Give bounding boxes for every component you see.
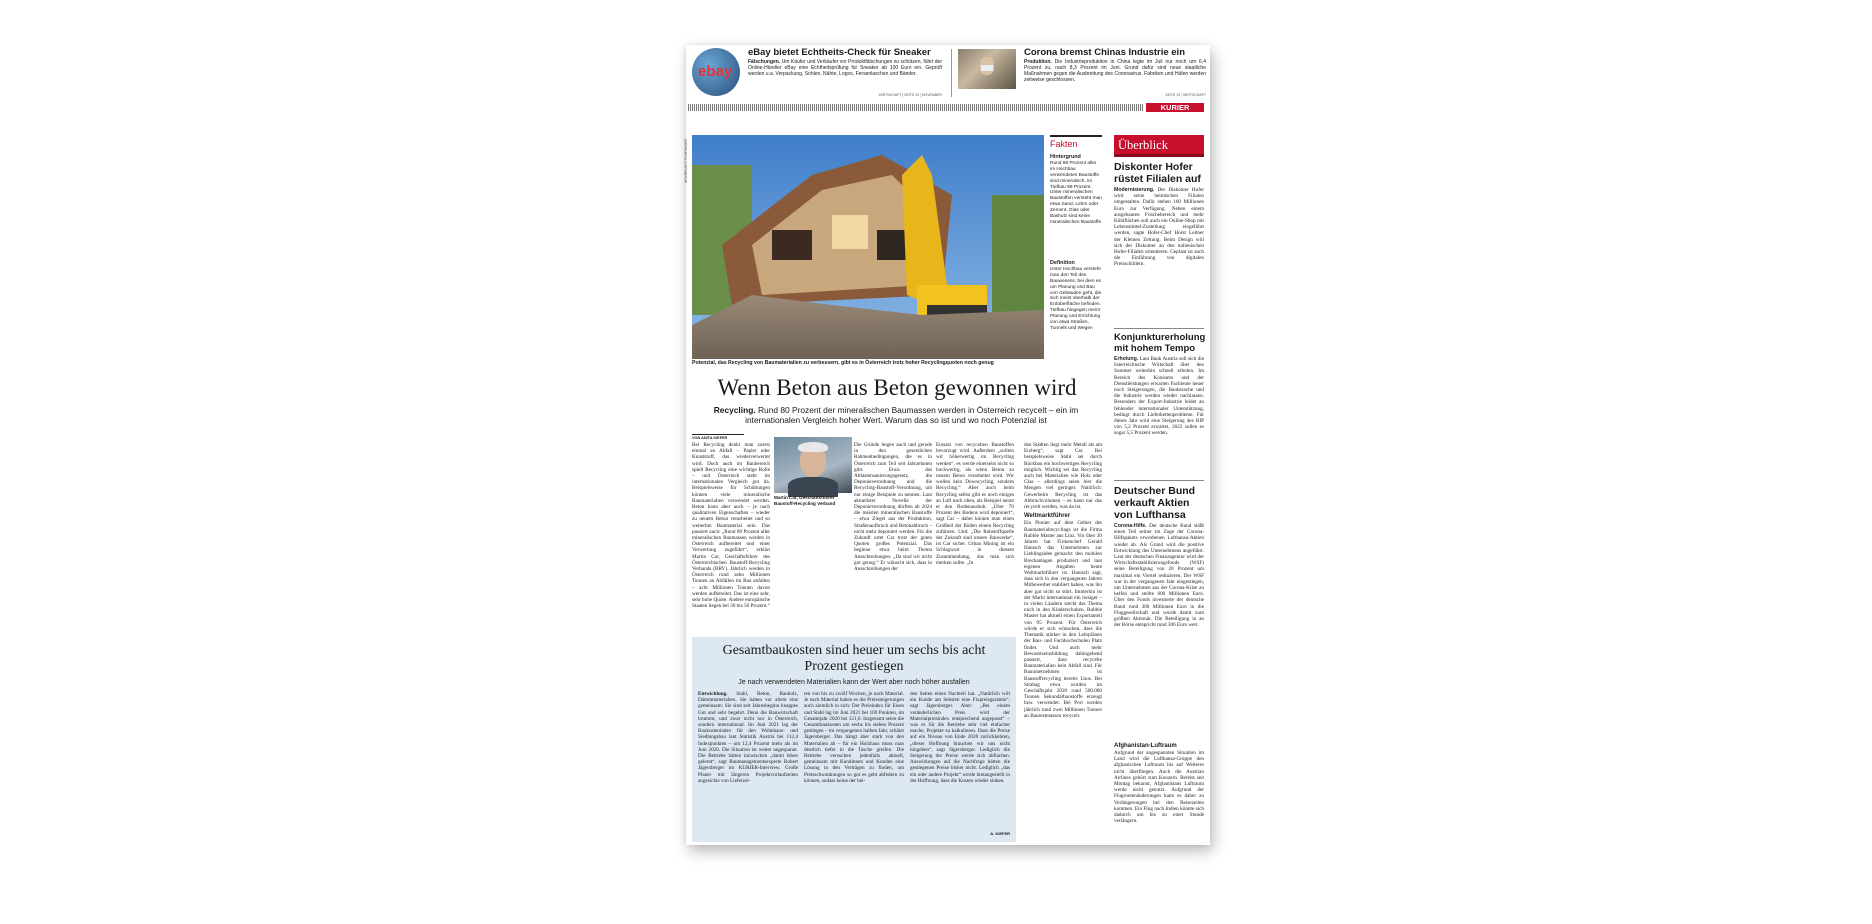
- ueberblick-item[interactable]: [1114, 332, 1204, 437]
- fakten-rule: [1050, 135, 1102, 137]
- teaser-tag: WIRTSCHAFT | SEITE 24 | NOVEMBER: [878, 93, 942, 97]
- ueberblick-item[interactable]: [1114, 743, 1204, 824]
- box-signature: A. KIEFER: [990, 831, 1010, 836]
- section-bar: [688, 104, 1144, 111]
- ueberblick-item[interactable]: [1114, 161, 1204, 268]
- item-title: Diskonter Hofer rüstet Filialen auf: [1114, 161, 1201, 185]
- teaser-title: Corona bremst Chinas Industrie ein: [1024, 47, 1185, 58]
- ebay-logo-text: ebay: [698, 63, 733, 80]
- photo-caption: Potenzial, das Recycling von Baumaterialien zu verbessern, gibt es in Österreich trotz hoher Recyclingquoten noch genug: [692, 360, 994, 366]
- article-headline: Wenn Beton aus Beton gewonnen wird: [717, 375, 1077, 400]
- divider: [1114, 328, 1204, 329]
- teaser-text: Produktion. Die Industrieproduktion in China legte im Juli nur noch um 6,4 Prozent zu, nach 8,3 Prozent im Juni. Grund dafür sind neue staatliche Maßnahmen gegen die Ausbreitung des Coronavirus. Fabriken und Häfen werden zeitweise geschlossen.: [1024, 59, 1207, 83]
- item-text: Modernisierung. Der Diskonter Hofer wird seine heimischen Filialen umgestalten. Dafür stehen 160 Millionen Euro zur Verfügung. Neben einem ausgebauten Frischebereich und mehr Kühlflächen soll auch ein Online-Shop mit Lebensmittel-Zustellung eingeführt werden, sagte Hofer-Chef Horst Leitner der Kleinen Zeitung. Beim Design will sich der Diskonter an den italienischen Hofer-Filialen orientieren. Geplant ist auch die Einführung von digitalen Preisschildern.: [1114, 187, 1204, 268]
- ueberblick-item[interactable]: [1114, 485, 1204, 628]
- china-photo: [958, 49, 1016, 89]
- teaser-tag: SEITE 12 | WIRTSCHAFT: [1165, 93, 1206, 97]
- teaser-china[interactable]: [958, 45, 1206, 101]
- item-text: Aufgrund der angespannten Situation im Land wird die Lufthansa-Gruppe den afghanischen Luftraum bis auf Weiteres nicht überfliegen. Auch die Austrian Airlines gehört zum Konzern. Bereits seit Montag bekannt, Afghanistans Luftraum werde nicht genutzt. Aufgrund der Flugroutenänderungen kann es daher zu Verlängerungen bei den Reisezeiten kommen. Ein Flug nach Indien könnte sich dadurch um bis zu einer Stunde verlängern.: [1114, 750, 1204, 825]
- subheading: Weltmarktführer: [1024, 513, 1071, 520]
- item-text: Erholung. Laut Bank Austria soll sich die österreichische Wirtschaft über den Sommer weiterhin schnell erholen. Im Bereich des Konsums und der Dienstleistungen erwarten Fachleute heuer noch Steigerungen, die Bauberache und die Industrie werden wieder nachlassen. Besonders der Export-Industrie leidet an fehlender internationaler Unterstützung, bedingt durch Lieferkettenprobleme. Für dieses Jahr wird eine Steigerung des BIP von 5,2 Prozent erwartet, 2022 sollen es sogar 5,5 Prozent werden.: [1114, 356, 1204, 437]
- teaser-divider: [951, 49, 952, 97]
- box-deck: Je nach verwendeten Materialien kann der Wert aber noch höher ausfallen: [738, 679, 970, 686]
- divider: [1114, 480, 1204, 481]
- portrait-photo: [774, 437, 852, 493]
- teaser-title: eBay bietet Echtheits-Check für Sneaker: [748, 47, 931, 58]
- article-column-2: Die Gründe liegen auch und gerade in den gesetzlichen Rahmenbedingungen, die es in Österreich zum Teil seit Jahrzehnten gibt. Etwa das Altlastensanierungsgesetz, die Deponieverordnung und die Recycling-Baustoff-Verordnung, um nur einige Beispiele zu nennen. Laut aktuellster Novelle der Deponieverordnung dürften ab 2024 die meisten mineralischen Baustoffe – etwa Ziegel aus der Produktion, Straßenaufbruch und Betonabbruch – nicht mehr deponiert werden. Für die Zukunft ortet Car trotz der guten Quoten großes Potenzial. Das beginne etwa beim Thema Ausschreibungen: „Da sind wir nicht gut genug.“ Er wünscht sich, dass in Ausschreibungen der: [854, 442, 932, 573]
- box-column-2: ten von bis zu zwölf Wochen, je nach Material. Je nach Material haben es die Preissteigerungen auch ziemlich in sich: Der Preisindex für Eisen und Stahl lag im Juni 2021 bei 169 Punkten, im Gesamtjahr 2020 bei 121,6. Insgesamt seien die Gesamtbaukosten um sechs bis sieben Prozent gestiegen – im vergangenen halben Jahr, schätzt Jägersberger. Das hängt aber stark von den Materialien ab – für ein Holzhaus muss man deutlich tiefer in die Tasche greifen. Die Betriebe versuchen jedenfalls aktuell, gemeinsam mit Kundinnen und Kunden eine Lösung in den Verträgen zu finden, um Preisschwankungen so gut es geht abfedern zu können, sodass keine der bei-: [804, 691, 904, 784]
- byline: VON ANITA KIEFER: [692, 434, 744, 440]
- ebay-logo-image: [692, 48, 740, 96]
- newspaper-page: [686, 45, 1210, 845]
- article-column-1: Bei Recycling denkt man zuerst einmal an Abfall – Papier oder Kunststoff, das wiederverwertet wird. Doch auch im Baubereich spielt Recycling eine wichtige Rolle – und Österreich steht im internationalen Vergleich gut da. Beispielsweise für Schüttungen können viele mineralische Baumaterialien verwendet werden. Beton kann aber auch – je nach qualitativen Eigenschaften – wieder zu neuem Beton verarbeitet und so weiterhin Baumaterial sein. Das passiert auch: „Rund 80 Prozent aller mineralischen Baumassen werden in Österreich aufbereitet und einer Verwertung zugeführt“, erklärt Martin Car, Geschäftsführer des Österreichischen Baustoff-Recycling Verbands (BRV). Jährlich werden in Österreich rund zehn Millionen Tonnen an Abfällen im Bau anfallen – acht Millionen Tonnen davon werden aufbereitet. Das ist eine sehr, sehr hohe Quote. Andere europäische Staaten liegen bei 30 bis 50 Prozent.“: [692, 442, 770, 610]
- portrait-caption: Martin Car, Geschäftsführer Baustoff-Recycling Verband: [774, 495, 836, 506]
- article-column-3: Einsatz von recycelten Baustoffen bevorzugt wird. Außerdem „sollten wir höherwertig im Recycling werden“, es werde einerseits nicht so hochwertig, als wenn Beton zu neuem Beton verarbeitet wird. Wir wollen kein Downcycling, sondern Recycling.“ Aber auch beim Recycling selbst gibt es noch einiges an Luft nach oben, als Beispiel nennt er den Bodenaushub. „Über 70 Prozent des Bodens wird deponiert“, sagt Car – dabei könnte man einen Großteil der Böden einem Recycling zuführen. Und: „Die Rohstoffquelle der Zukunft sind unsere Bauwerke“, ist Car sicher. Urban Mining ist ein Schlagwort in diesem Zusammenhang, das man sich merken sollte. „In: [936, 442, 1014, 566]
- brand-label: KURIER: [1146, 103, 1204, 112]
- item-title: Deutscher Bund verkauft Aktien von Lufthansa: [1114, 485, 1196, 521]
- demolition-photo: [692, 135, 1044, 359]
- article-column-4: den Städten liegt mehr Metall als am Erzberg“, sagt Car. Bei beispielsweise Stahl sei durch Rückbau ein hochwertiges Recycling möglich. Wichtig sei das Recycling auch bei Materialien wie Holz oder Glas – allerdings seien hier die Mengen viel geringer. Natürlich: Gewerbeim Recycling ist das Abbruchvolumen – es kann nur das recycelt werden, was da ist. Weltmarktführer Ein Pionier auf dem Gebiet des Baumaterialrecyclings ist die Firma Rubble Master aus Linz. Vor über 30 Jahren hat Firmenchef Gerald Hanisch das Unternehmen zur Lieblingsidee gemacht: den mobilen Brechanlagen produziert und laut eigenen Angaben heute Weltmarktführer ist. Hanisch sagt, dass sich in den vergangenen Jahren Mitbewerber etabliert haben, was ihn aber gar nicht so stört. Immerhin ist der Markt international ein riesiger – in vielen Ländern steckt das Thema noch in den Kinderschuhen. Rubble Master hat aktuell einen Exportanteil von 95 Prozent. Für Österreich würde er sich wünschen, dass die Thematik stärker in den Lehrplänen der Bau- und Fachhochschulen Platz findet. Und auch mehr Bewusstseinsbildung dahingehend passiert, dass recycelte Baumaterialien kein Abfall sind. Für Bauunternehmen ist Baustoffrecycling bereits Usus. Bei Strabag etwa wurden im Geschäftsjahr 2020 rund 500.000 Tonnen Sekundärbaustoffe erzeugt bzw. verwendet. Bei Porr werden jährlich rund zwei Millionen Tonnen an Baurestmassen recycelt.: [1024, 442, 1102, 719]
- teaser-text: Fälschungen. Um Käufer und Verkäufer vor Produktfälschungen zu schützen, führt der Online-Händler eBay eine Echtheitsprüfung für Sneaker ab 100 Euro ein. Geprüft werden u.a. Verpackung, Sohlen, Nähte, Logos, Fersenlaschen und Bänder.: [748, 59, 943, 77]
- box-headline: Gesamtbaukosten sind heuer um sechs bis acht Prozent gestiegen: [722, 643, 986, 674]
- ueberblick-label: Überblick: [1114, 135, 1204, 157]
- item-title: Afghanistan-Luftraum: [1114, 743, 1177, 749]
- box-column-1: Entwicklung. Stahl, Beton, Bauholz, Dämmmaterialien. Sie haben vor allem eins gemeinsam: Sie sind seit Jahresbeginn knappes Gut und sehr begehrt. Denn die Bauwirtschaft brummt, und zwar nicht nur in Österreich, sondern international. Im Juni 2021 lag der Baukostenindex für den Wohnhaus- und Siedlungsbau laut Statistik Austria bei 112,4 Indexpunkten – um 12,4 Prozent mehr als im Juni 2020. Die Situation ist weiter angespannt. Die Betriebe hätten inzwischen „damit leben gelernt“, sagt Baumanagementsexperte Robert Jägersberger im KURIER-Interview. Große Planer mit längeren Projektvorlaufzeiten angesichts von Lieferzei-: [698, 691, 798, 784]
- article-deck: Recycling. Rund 80 Prozent der mineralischen Baumassen werden in Österreich recycelt – ein im internationalen Vergleich hoher Wert. Warum das so ist und wo noch Potenzial ist: [713, 405, 1079, 425]
- photo-credit: APA/HELMUT FOHRINGER: [684, 139, 688, 184]
- item-title: Konjunkturerholung mit hohem Tempo: [1114, 332, 1206, 354]
- fakten-item: Definition Unter Hochbau versteht man den Teil des Bauwesens, bei dem es um Planung und Bau von Gebäuden geht, die sich meist oberhalb der Erdoberfläche befinden. Tiefbau hingegen meint Planung und Errichtung von etwa Straßen, Tunnels und Wegen: [1050, 260, 1102, 331]
- fakten-box: [1050, 135, 1102, 375]
- ueberblick-column: [1114, 135, 1204, 843]
- kosten-box: [692, 637, 1016, 842]
- item-text: Corona-Hilfe. Der deutsche Bund stößt einen Teil seiner im Zuge der Corona-Hilfspakets erworbenen Lufthansa-Aktien wieder ab. Als Grund wird die positive Entwicklung des Unternehmens angeführt. Laut der deutschen Finanzagentur wird der Wirtschaftsstabilisierungsfonds (WSF) seine Beteiligung von 20 Prozent um maximal ein Viertel reduzieren. Der WSF war in der vergangenen Jahr eingestiegen, um Unternehmen aus der Corona-Krise zu helfen und stellte 600 Millionen Euro. Über den Fonds investierte der deutsche Bund rund 300 Millionen Euro in die Fluggesellschaft und wurde damit zum größten Aktionär. Die Beteiligung in an der Börse entspricht rund 306 Euro wert.: [1114, 523, 1204, 629]
- teaser-ebay[interactable]: [692, 45, 942, 101]
- box-column-3: den Seiten einen Nachteil hat. „Natürlich will ein Kunde am liebsten eine Fixpreisgarantie“, sagt Jägersberger. Aber: „Bei einem veränderlichen Preis wird der Materialpreisindex entsprechend angepasst“ – was es für die Betriebe sehr viel einfacher mache, Projekte zu kalkulieren. Dass die Preise auf ein Niveau von Ende 2020 zurückkehren, „dieser Hoffnung brauchen wir uns nicht hingeben“, sagt Jägersberger. Lediglich die Steigerung der Preise werde sich abflachen. Auswirkungen auf die Nachfrage hätten die gestiegenen Preise bisher nicht. Lediglich „das ein oder andere Projekt“ werde hintangestellt in der Hoffnung, dass die Kosten wieder sinken.: [910, 691, 1010, 784]
- fakten-label: Fakten: [1050, 139, 1078, 149]
- fakten-item: Hintergrund Rund 96 Prozent aller im Hochbau verwendeten Baustoffe sind mineralisch, im Tiefbau 99 Prozent. Unter mineralischen Baustoffen versteht man etwa Sand, Lehm oder Zement. Glas oder Basholz sind keine mineralischen Baustoffe: [1050, 154, 1102, 225]
